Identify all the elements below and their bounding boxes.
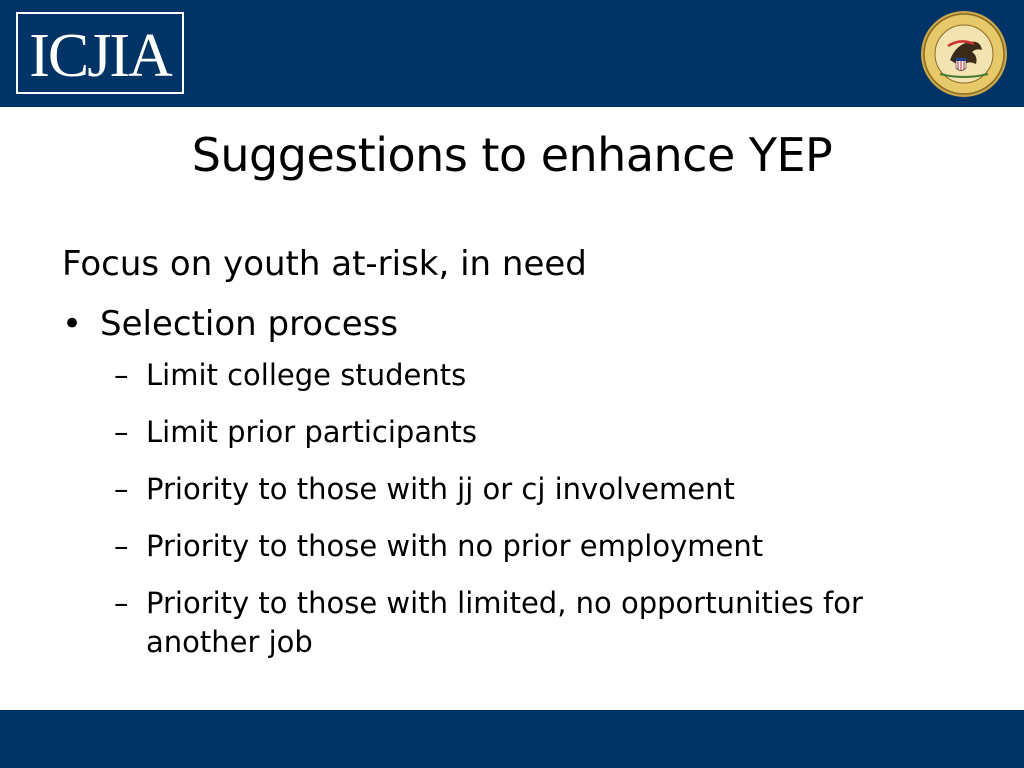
logo-text: ICJIA [29, 22, 171, 90]
bullet-item [62, 300, 982, 348]
dash-marker: – [114, 415, 129, 449]
sub-item [114, 356, 982, 395]
sub-item [114, 470, 982, 509]
sub-item-label: Priority to those with limited, no opportunities for another job [146, 586, 863, 659]
dash-marker: – [114, 529, 129, 563]
sub-item-label: Limit college students [146, 358, 467, 392]
dash-marker: – [114, 358, 129, 392]
footer-bar [0, 710, 1024, 768]
illinois-seal-icon [920, 10, 1008, 98]
lead-text: Focus on youth at-risk, in need [62, 244, 587, 284]
sub-item [114, 584, 926, 662]
sub-item-label: Limit prior participants [146, 415, 477, 449]
bullet-marker: • [62, 304, 83, 344]
sub-item [114, 413, 982, 452]
bullet-label: Selection process [100, 304, 399, 344]
sub-item [114, 527, 982, 566]
sub-item-label: Priority to those with jj or cj involvement [146, 472, 735, 506]
icjia-logo [16, 12, 184, 94]
header-bar [0, 0, 1024, 107]
slide-body [62, 240, 982, 680]
sub-item-label: Priority to those with no prior employment [146, 529, 764, 563]
dash-marker: – [114, 472, 129, 506]
slide-title: Suggestions to enhance YEP [191, 128, 833, 182]
dash-marker: – [114, 586, 129, 620]
